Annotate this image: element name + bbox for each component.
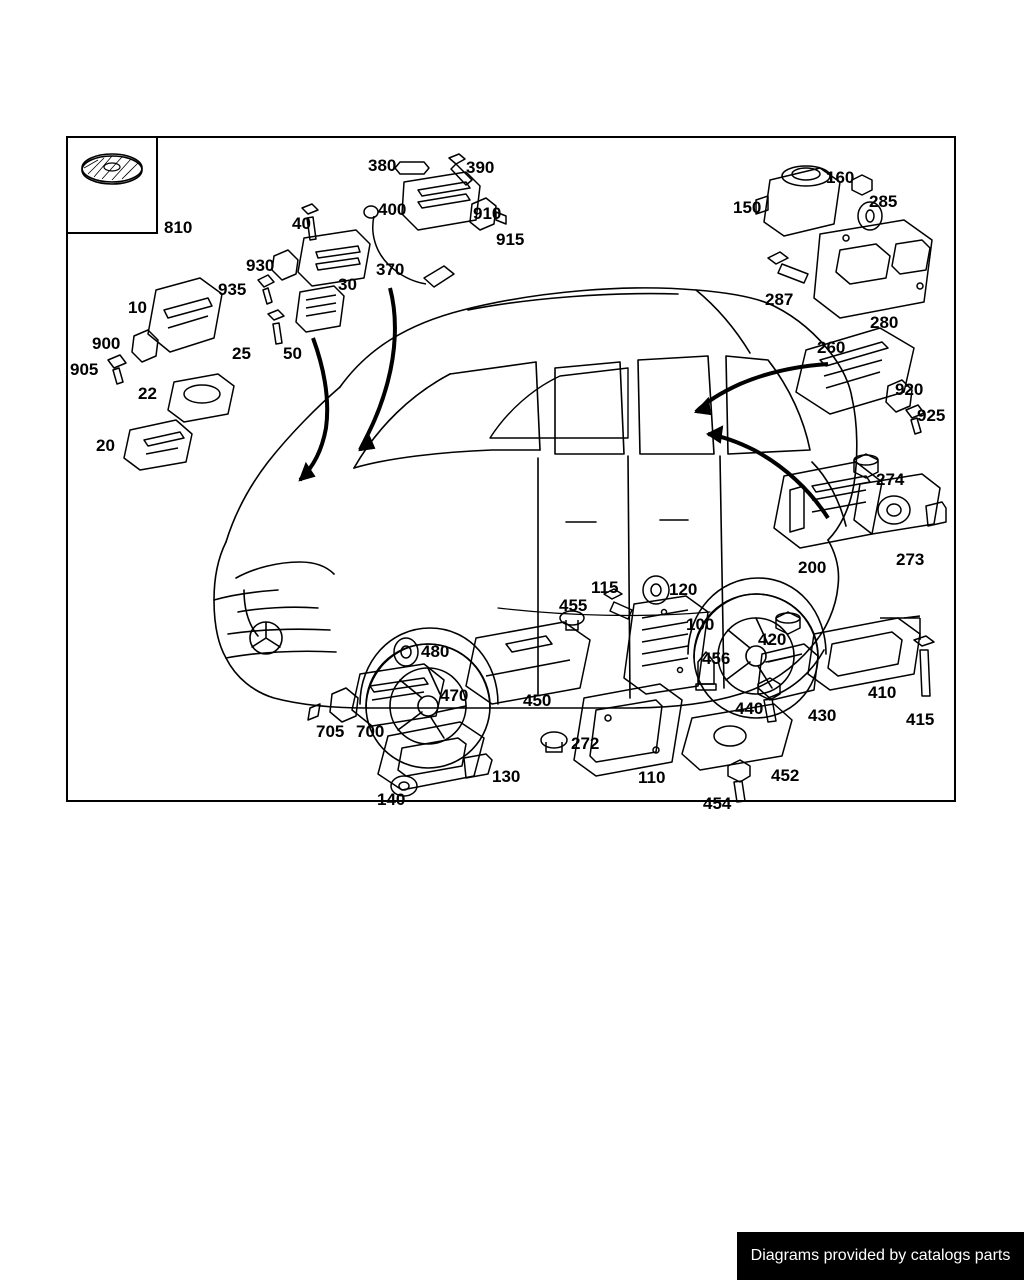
callout-280: 280 bbox=[870, 313, 899, 332]
callout-935: 935 bbox=[218, 280, 247, 299]
callout-260: 260 bbox=[817, 338, 846, 357]
legend-box bbox=[68, 138, 158, 234]
callout-200: 200 bbox=[798, 558, 827, 577]
callout-440: 440 bbox=[735, 699, 764, 718]
callout-370: 370 bbox=[376, 260, 405, 279]
callout-20: 20 bbox=[96, 436, 115, 455]
callout-40: 40 bbox=[292, 214, 311, 233]
callout-160: 160 bbox=[826, 168, 855, 187]
callout-272: 272 bbox=[571, 734, 600, 753]
callout-925: 925 bbox=[917, 406, 946, 425]
callout-50: 50 bbox=[283, 344, 302, 363]
callout-420: 420 bbox=[758, 630, 787, 649]
callout-150: 150 bbox=[733, 198, 762, 217]
callout-100: 100 bbox=[686, 615, 715, 634]
callout-905: 905 bbox=[70, 360, 99, 379]
callout-287: 287 bbox=[765, 290, 794, 309]
callout-450: 450 bbox=[523, 691, 552, 710]
callout-456: 456 bbox=[702, 649, 731, 668]
callout-920: 920 bbox=[895, 380, 924, 399]
callout-273: 273 bbox=[896, 550, 925, 569]
callout-930: 930 bbox=[246, 256, 275, 275]
callout-430: 430 bbox=[808, 706, 837, 725]
callout-705: 705 bbox=[316, 722, 345, 741]
disc-icon bbox=[68, 138, 156, 232]
callout-454: 454 bbox=[703, 794, 732, 813]
callout-110: 110 bbox=[638, 768, 666, 787]
callout-900: 900 bbox=[92, 334, 121, 353]
callout-30: 30 bbox=[338, 275, 357, 294]
callout-285: 285 bbox=[869, 192, 898, 211]
watermark-banner bbox=[737, 1232, 1024, 1280]
callout-700: 700 bbox=[356, 722, 385, 741]
callout-274: 274 bbox=[876, 470, 905, 489]
parts-diagram-frame bbox=[66, 136, 956, 813]
callout-130: 130 bbox=[492, 767, 521, 786]
callout-140: 140 bbox=[377, 790, 406, 809]
callout-380: 380 bbox=[368, 156, 397, 175]
callout-480: 480 bbox=[421, 642, 450, 661]
watermark-text: Diagrams provided by catalogs parts bbox=[750, 1247, 1011, 1264]
callout-455: 455 bbox=[559, 596, 588, 615]
callout-115: 115 bbox=[591, 578, 619, 597]
callout-910: 910 bbox=[473, 204, 502, 223]
callout-22: 22 bbox=[138, 384, 157, 403]
callout-10: 10 bbox=[128, 298, 147, 317]
callout-915: 915 bbox=[496, 230, 525, 249]
callout-810: 810 bbox=[164, 218, 193, 237]
callout-390: 390 bbox=[466, 158, 495, 177]
callout-120: 120 bbox=[669, 580, 698, 599]
callout-400: 400 bbox=[378, 200, 407, 219]
callout-470: 470 bbox=[440, 686, 469, 705]
callout-452: 452 bbox=[771, 766, 800, 785]
callout-415: 415 bbox=[906, 710, 935, 729]
callout-25: 25 bbox=[232, 344, 251, 363]
callout-410: 410 bbox=[868, 683, 897, 702]
